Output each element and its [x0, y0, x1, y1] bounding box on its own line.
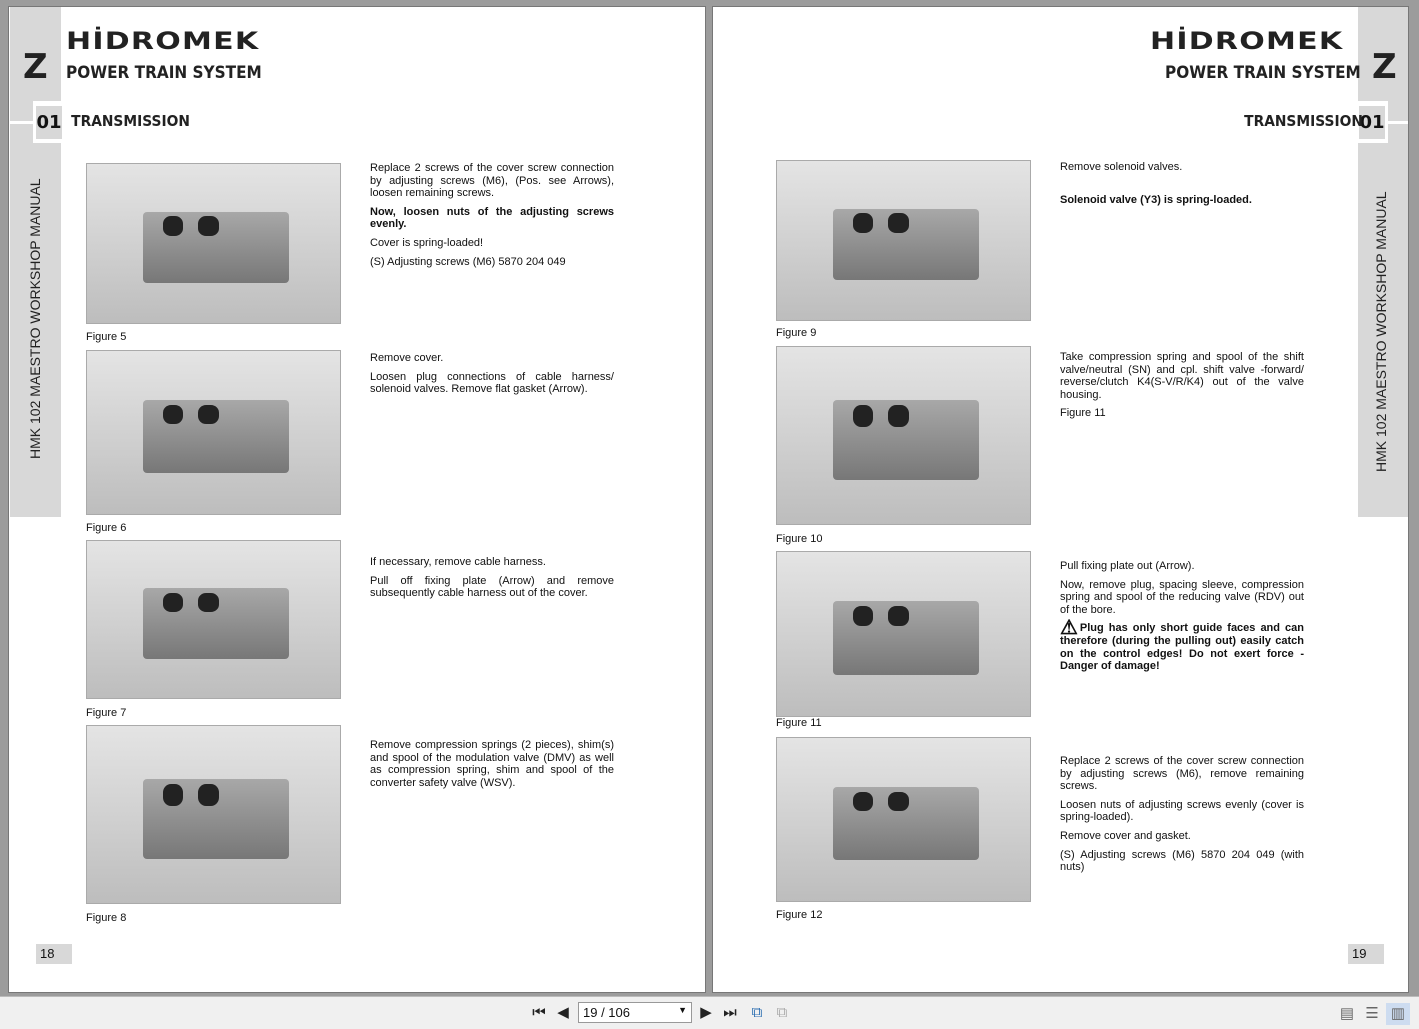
paragraph-text: Take compression spring and spool of the shift valve/neutral (SN) and cpl. shift valve -forward/ reverse/clutch K4(S-V/R/K4) out of the valve housing. [1060, 351, 1304, 401]
valve-detail [888, 792, 908, 812]
valve-detail [888, 405, 908, 426]
chapter-letter: Z [1372, 47, 1397, 87]
paragraph [370, 575, 614, 600]
prev-page-button[interactable]: ◀ [557, 1004, 569, 1021]
valve-detail [198, 405, 218, 425]
paragraph-text: Pull off fixing plate (Arrow) and remove subsequently cable harness out of the cover. [370, 574, 614, 600]
figure-photo [86, 540, 341, 699]
manual-title-vertical: HMK 102 MAESTRO WORKSHOP MANUAL [1373, 191, 1389, 472]
paragraph [1060, 830, 1304, 843]
valve-detail [198, 216, 218, 235]
section-number: 01 [1359, 106, 1385, 139]
paragraph-text: (S) Adjusting screws (M6) 5870 204 049 [370, 255, 566, 268]
instruction-text [370, 739, 614, 795]
valve-detail [853, 405, 873, 426]
paragraph-text: Plug has only short guide faces and can therefore (during the pulling out) easily catch on the control edges! Do not exert force - Danger of damage! [1060, 622, 1304, 673]
paragraph [1060, 755, 1304, 793]
instruction-text [1060, 161, 1304, 212]
paragraph [370, 371, 614, 396]
chevron-down-icon: ▼ [678, 1005, 687, 1015]
last-page-button[interactable]: ⏭ [723, 1004, 737, 1021]
figure-photo [776, 551, 1031, 717]
page-selector-value: 19 / 106 [583, 1005, 630, 1020]
paragraph-text: Cover is spring-loaded! [370, 236, 484, 249]
paragraph-text: Remove cover. [370, 352, 444, 364]
facing-pages-view-button[interactable]: ▥ [1386, 1003, 1410, 1025]
paragraph [370, 556, 614, 569]
prev-view-button[interactable]: ⧉ [751, 1004, 763, 1021]
right-page [712, 6, 1409, 993]
chapter-letter: Z [23, 47, 48, 87]
paragraph-text: Pull fixing plate out (Arrow). [1060, 560, 1195, 572]
section-number-box [33, 101, 65, 143]
page-selector[interactable] [578, 1002, 692, 1023]
continuous-view-button[interactable]: ☰ [1365, 1005, 1379, 1022]
paragraph [1060, 579, 1304, 617]
figure-photo [86, 350, 341, 515]
divider [9, 121, 35, 124]
paragraph [1060, 161, 1304, 174]
figure-photo [776, 346, 1031, 525]
paragraph-text: Replace 2 screws of the cover screw connection by adjusting screws (M6), remove remaining screws. [1060, 755, 1304, 793]
paragraph [1060, 407, 1304, 420]
next-view-button[interactable]: ⧉ [776, 1004, 788, 1021]
system-title: POWER TRAIN SYSTEM [1165, 63, 1361, 83]
paragraph-text: If necessary, remove cable harness. [370, 556, 546, 568]
paragraph [370, 352, 614, 365]
divider [1388, 121, 1409, 124]
instruction-text [1060, 560, 1304, 679]
figure-caption: Figure 6 [86, 522, 127, 534]
system-title: POWER TRAIN SYSTEM [66, 63, 262, 83]
valve-detail [163, 216, 183, 235]
instruction-text [1060, 755, 1304, 880]
brand-logo: HİDROMEK [1150, 27, 1344, 55]
paragraph [1060, 351, 1304, 401]
figure-photo [86, 163, 341, 324]
paragraph-text: Remove solenoid valves. [1060, 161, 1183, 173]
instruction-text [1060, 351, 1304, 426]
valve-detail [853, 213, 873, 232]
paragraph [1060, 194, 1304, 207]
figure-photo [776, 160, 1031, 321]
paragraph-text: Figure 11 [1060, 407, 1106, 420]
instruction-text [370, 162, 614, 274]
manual-title-vertical: HMK 102 MAESTRO WORKSHOP MANUAL [27, 178, 43, 459]
viewer-toolbar [0, 996, 1419, 1029]
valve-detail [163, 405, 183, 425]
page-number: 19 [1348, 944, 1384, 964]
paragraph [370, 206, 614, 231]
paragraph [370, 256, 614, 269]
figure-caption: Figure 9 [776, 327, 817, 339]
paragraph [1060, 560, 1304, 573]
left-page [8, 6, 706, 993]
section-title: TRANSMISSION [71, 112, 190, 130]
paragraph-text: Now, loosen nuts of the adjusting screws evenly. [370, 205, 614, 231]
figure-photo [86, 725, 341, 904]
paragraph-text: (S) Adjusting screws (M6) 5870 204 049 (with nuts) [1060, 848, 1304, 874]
paragraph [1060, 799, 1304, 824]
figure-caption: Figure 11 [776, 717, 822, 729]
valve-detail [198, 784, 218, 805]
valve-detail [853, 606, 873, 626]
paragraph [370, 739, 614, 789]
section-title: TRANSMISSION [1244, 112, 1363, 130]
figure-caption: Figure 7 [86, 707, 127, 719]
valve-detail [853, 792, 873, 812]
brand-logo: HİDROMEK [66, 27, 260, 55]
figure-caption: Figure 10 [776, 533, 823, 545]
paragraph-text: Loosen plug connections of cable harness/ solenoid valves. Remove flat gasket (Arrow). [370, 370, 614, 396]
figure-caption: Figure 8 [86, 912, 127, 924]
first-page-button[interactable]: ⏮ [532, 1004, 546, 1021]
paragraph-text: Remove cover and gasket. [1060, 829, 1191, 842]
paragraph-text: Loosen nuts of adjusting screws evenly (cover is spring-loaded). [1060, 798, 1304, 824]
paragraph [1060, 849, 1304, 874]
figure-caption: Figure 12 [776, 909, 823, 921]
instruction-text [370, 556, 614, 606]
section-number: 01 [36, 106, 62, 139]
figure-photo [776, 737, 1031, 902]
paragraph-text: Remove compression springs (2 pieces), shim(s) and spool of the modulation valve (DMV) as well as compression spring, shim and spool of the converter safety valve (WSV). [370, 739, 614, 789]
next-page-button[interactable]: ▶ [700, 1004, 712, 1021]
paragraph-text: Now, remove plug, spacing sleeve, compression spring and spool of the reducing valve (RDV) out of the bore. [1060, 578, 1304, 616]
paragraph-text: Solenoid valve (Y3) is spring-loaded. [1060, 193, 1252, 206]
valve-detail [163, 784, 183, 805]
paragraph [370, 237, 614, 250]
valve-detail [198, 593, 218, 612]
single-page-view-button[interactable]: ▤ [1339, 1005, 1355, 1022]
paragraph [370, 162, 614, 200]
instruction-text [370, 352, 614, 402]
warning-paragraph [1060, 617, 1304, 673]
warning-icon: ⚠ [1060, 617, 1080, 640]
valve-detail [163, 593, 183, 612]
valve-detail [888, 606, 908, 626]
page-number: 18 [36, 944, 72, 964]
figure-caption: Figure 5 [86, 331, 127, 343]
valve-detail [888, 213, 908, 232]
paragraph-text: Replace 2 screws of the cover screw connection by adjusting screws (M6), (Pos. see Arrows), loosen remaining screws. [370, 162, 614, 200]
